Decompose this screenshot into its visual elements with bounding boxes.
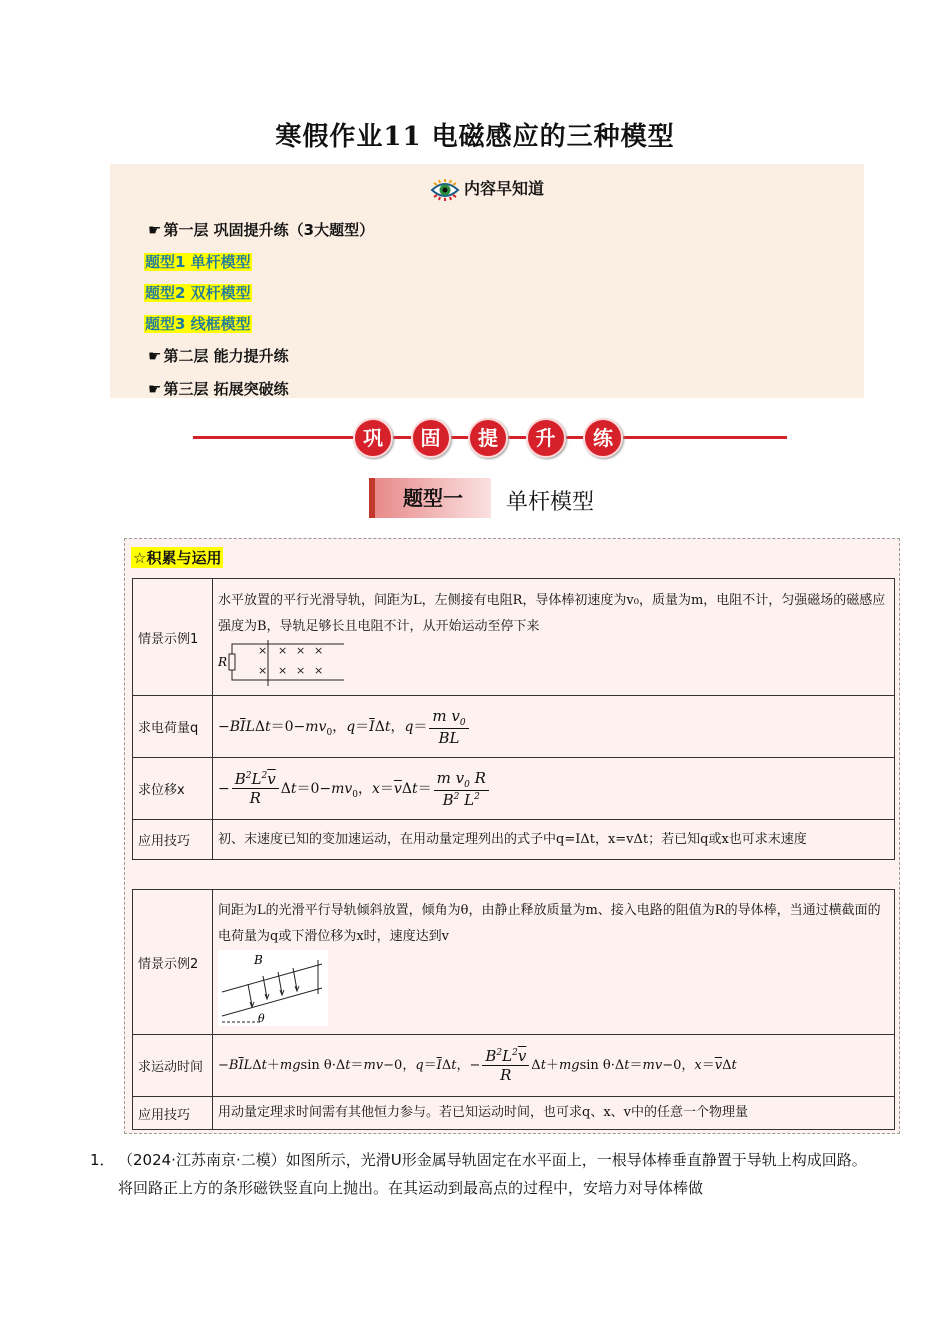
row-label: 求运动时间: [133, 1035, 213, 1097]
toc-item-type-1[interactable]: 题型1 单杆模型: [145, 253, 251, 271]
eye-icon: [430, 179, 460, 201]
svg-text:B: B: [254, 953, 263, 967]
technique-text: 初、末速度已知的变加速运动，在用动量定理列出的式子中q=IΔt，x=vΔt；若已知q或x也可求末速度: [213, 820, 895, 860]
row-label: 求位移x: [133, 758, 213, 820]
row-label: 求电荷量q: [133, 696, 213, 758]
question-1: [90, 1146, 870, 1202]
banner-char: 提: [468, 418, 508, 458]
incline-diagram: [218, 950, 328, 1026]
section-name: 单杆模型: [506, 490, 595, 515]
row-label: 应用技巧: [133, 1097, 213, 1130]
pointing-hand-icon: ☛: [148, 221, 162, 239]
rail-diagram-1: [218, 640, 348, 686]
page-title: 寒假作业11 电磁感应的三种模型: [275, 122, 675, 152]
question-number: 1．: [90, 1151, 115, 1169]
toc-item-type-3[interactable]: 题型3 线框模型: [145, 315, 251, 333]
scenario-table-1: [132, 578, 895, 860]
svg-text:×: ×: [296, 664, 306, 677]
banner-char: 练: [583, 418, 623, 458]
toc-item-layer-1[interactable]: ☛ 第一层 巩固提升练（3大题型）: [148, 221, 375, 239]
section-tag: 题型一: [369, 478, 491, 518]
knowledge-box: [124, 538, 900, 1134]
svg-text:×: ×: [278, 664, 288, 677]
charge-formula: $-B\overline{I}L\Delta t=0-mv_0$，$q=\overline{I}\Delta t$，q＝ $\frac{m v_0}{BL}$: [213, 696, 895, 758]
scenario-description: 水平放置的平行光滑导轨，间距为L，左侧接有电阻R，导体棒初速度为v₀，质量为m，电阻不计，匀强磁场的磁感应强度为B，导轨足够长且电阻不计，从开始运动至停下来: [218, 593, 886, 634]
row-label: 应用技巧: [133, 820, 213, 860]
banner-char: 升: [526, 418, 566, 458]
section-banner: [193, 418, 787, 458]
toc-item-layer-2[interactable]: ☛ 第二层 能力提升练: [148, 347, 289, 365]
row-label: 情景示例2: [133, 890, 213, 1035]
scenario-table-2: [132, 889, 895, 1130]
time-formula: $-B\overline{I}L\Delta t+mgsin$ θ·Δt＝mv−0，$q=\overline{I}\Delta t$，− $\frac{B^2L^2\overline{v}}{R}$ Δt＋mgsin θ·Δt＝mv−0，$x=\overline{v}\Delta t$: [213, 1035, 895, 1097]
displacement-formula: − $\frac{B^2L^2\overline{v}}{R}$ $\Delta t=0-mv_0$，$x=\overline{v}\Delta t=$ $\frac{m v_0 R}{B^2 L^2}$: [213, 758, 895, 820]
scenario-cell: [213, 890, 895, 1035]
svg-text:×: ×: [314, 644, 324, 657]
scenario-cell: [213, 579, 895, 696]
pointing-hand-icon: ☛: [148, 347, 162, 365]
question-text: （2024·江苏南京·二模）如图所示，光滑U形金属导轨固定在水平面上，一根导体棒垂直静置于导轨上构成回路。将回路正上方的条形磁铁竖直向上抛出。在其运动到最高点的过程中，安培力对导体棒做: [118, 1151, 867, 1197]
pointing-hand-icon: ☛: [148, 380, 162, 398]
scenario-description: 间距为L的光滑平行导轨倾斜放置，倾角为θ，由静止释放质量为m、接入电路的阻值为R的导体棒，当通过横截面的电荷量为q或下滑位移为x时，速度达到v: [218, 903, 881, 944]
banner-char: 巩: [353, 418, 393, 458]
toc-item-layer-3[interactable]: ☛ 第三层 拓展突破练: [148, 380, 289, 398]
svg-text:×: ×: [258, 644, 268, 657]
svg-text:×: ×: [258, 664, 268, 677]
svg-text:×: ×: [314, 664, 324, 677]
svg-text:×: ×: [278, 644, 288, 657]
row-label: 情景示例1: [133, 579, 213, 696]
svg-text:θ: θ: [258, 1012, 265, 1025]
svg-text:×: ×: [296, 644, 306, 657]
svg-text:R: R: [218, 655, 228, 669]
technique-text: 用动量定理求时间需有其他恒力参与。若已知运动时间，也可求q、x、v中的任意一个物理量: [213, 1097, 895, 1130]
toc-heading: [110, 176, 864, 201]
toc-heading-text: 内容早知道: [463, 179, 544, 198]
toc-item-type-2[interactable]: 题型2 双杆模型: [145, 284, 251, 302]
box-heading: ☆积累与运用: [133, 549, 222, 567]
toc-panel: [110, 164, 864, 398]
banner-char: 固: [411, 418, 451, 458]
